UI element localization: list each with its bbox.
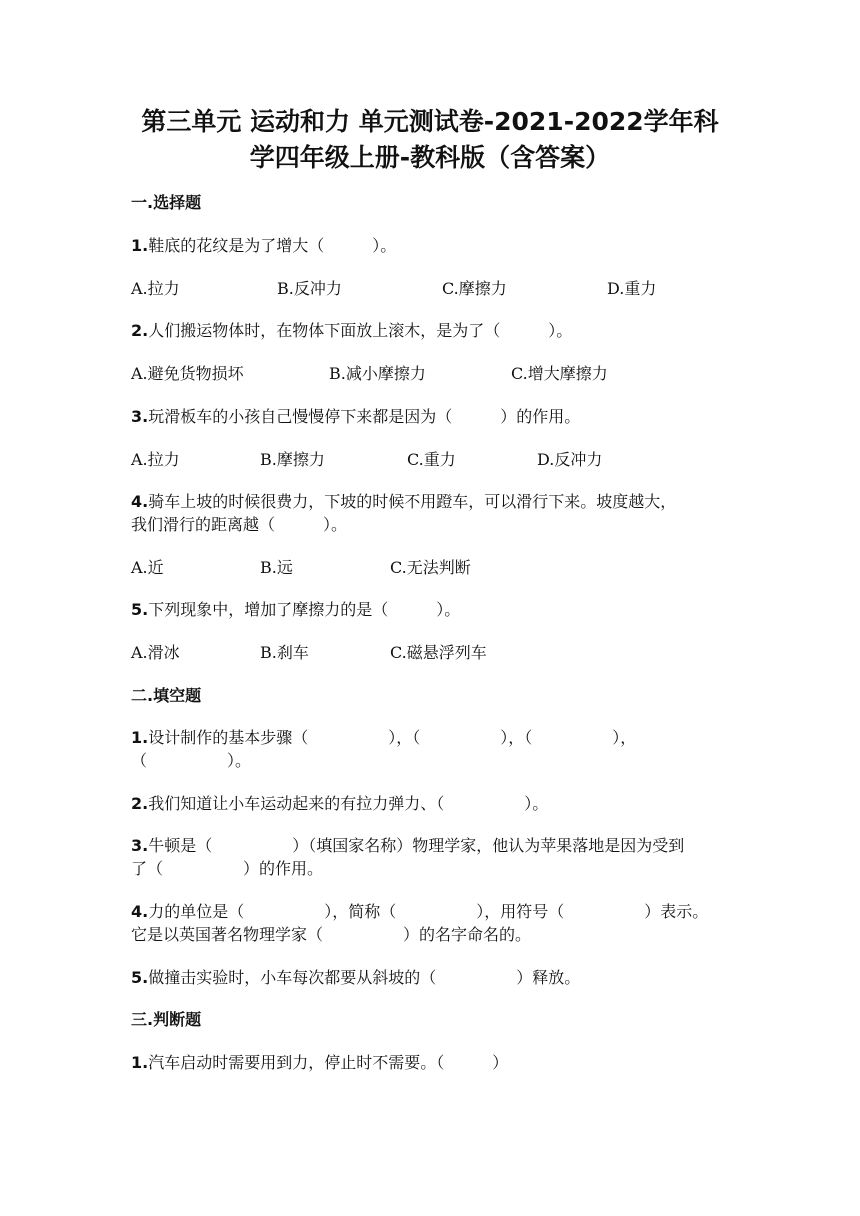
question: [131, 492, 676, 512]
question-text: 人们搬运物体时，在物体下面放上滚木，是为了（ ）。: [148, 321, 573, 340]
question-number: 1.: [131, 236, 149, 255]
question-text: 我们知道让小车运动起来的有拉力弹力、（ ）。: [148, 794, 549, 813]
option: C.磁悬浮列车: [390, 643, 487, 662]
question-number: 5.: [131, 968, 149, 987]
question-text: 力的单位是（ ），简称（ ），用符号（ ）表示。: [148, 902, 709, 921]
question-text: 骑车上坡的时候很费力，下坡的时候不用蹬车，可以滑行下来。坡度越大，: [148, 492, 677, 511]
option: C.重力: [407, 450, 456, 469]
option: D.反冲力: [537, 450, 603, 469]
option: A.近: [131, 558, 164, 577]
question-number: 5.: [131, 600, 149, 619]
option: D.重力: [607, 279, 657, 298]
question: [131, 836, 684, 856]
option: B.远: [260, 558, 293, 577]
question-number: 3.: [131, 407, 149, 426]
question-text: 牛顿是（ ）（填国家名称）物理学家，他认为苹果落地是因为受到: [148, 836, 685, 855]
question-text-continued: 我们滑行的距离越（ ）。: [131, 515, 348, 534]
question-text: 下列现象中，增加了摩擦力的是（ ）。: [148, 600, 461, 619]
question-text-continued: 了（ ）的作用。: [131, 859, 324, 878]
question-number: 4.: [131, 902, 149, 921]
option: A.拉力: [131, 279, 180, 298]
question-text: 玩滑板车的小孩自己慢慢停下来都是因为（ ）的作用。: [148, 407, 581, 426]
option: B.刹车: [260, 643, 309, 662]
question-number: 2.: [131, 794, 149, 813]
question-text: 设计制作的基本步骤（ ），（ ），（ ），: [148, 728, 637, 747]
question: [131, 600, 460, 620]
title-line-1: 第三单元 运动和力 单元测试卷-2021-2022学年科: [141, 107, 719, 136]
section-heading-choice: 一.选择题: [131, 193, 202, 212]
option: A.滑冰: [131, 643, 180, 662]
option: A.避免货物损坏: [131, 364, 244, 383]
section-heading-fill: 二.填空题: [131, 686, 202, 705]
question-number: 1.: [131, 728, 149, 747]
title-line-2: 学四年级上册-教科版（含答案）: [249, 143, 611, 172]
question-text-continued: 它是以英国著名物理学家（ ）的名字命名的。: [131, 925, 532, 944]
option: C.摩擦力: [442, 279, 507, 298]
question-number: 3.: [131, 836, 149, 855]
question-number: 4.: [131, 492, 149, 511]
option: A.拉力: [131, 450, 180, 469]
option: B.减小摩擦力: [329, 364, 426, 383]
question-text: 做撞击实验时，小车每次都要从斜坡的（ ）释放。: [148, 968, 581, 987]
question: [131, 407, 580, 427]
option: B.反冲力: [277, 279, 342, 298]
question: [131, 1053, 508, 1073]
question: [131, 728, 636, 748]
question: [131, 236, 396, 256]
question: [131, 321, 572, 341]
question: [131, 968, 580, 988]
question-number: 1.: [131, 1053, 149, 1072]
question-number: 2.: [131, 321, 149, 340]
question-text: 鞋底的花纹是为了增大（ ）。: [148, 236, 397, 255]
option: C.增大摩擦力: [511, 364, 608, 383]
question-text-continued: （ ）。: [131, 751, 252, 770]
question: [131, 902, 708, 922]
question-text: 汽车启动时需要用到力，停止时不需要。（ ）: [148, 1053, 509, 1072]
section-heading-judge: 三.判断题: [131, 1010, 202, 1029]
question: [131, 794, 548, 814]
option: B.摩擦力: [260, 450, 325, 469]
option: C.无法判断: [390, 558, 471, 577]
